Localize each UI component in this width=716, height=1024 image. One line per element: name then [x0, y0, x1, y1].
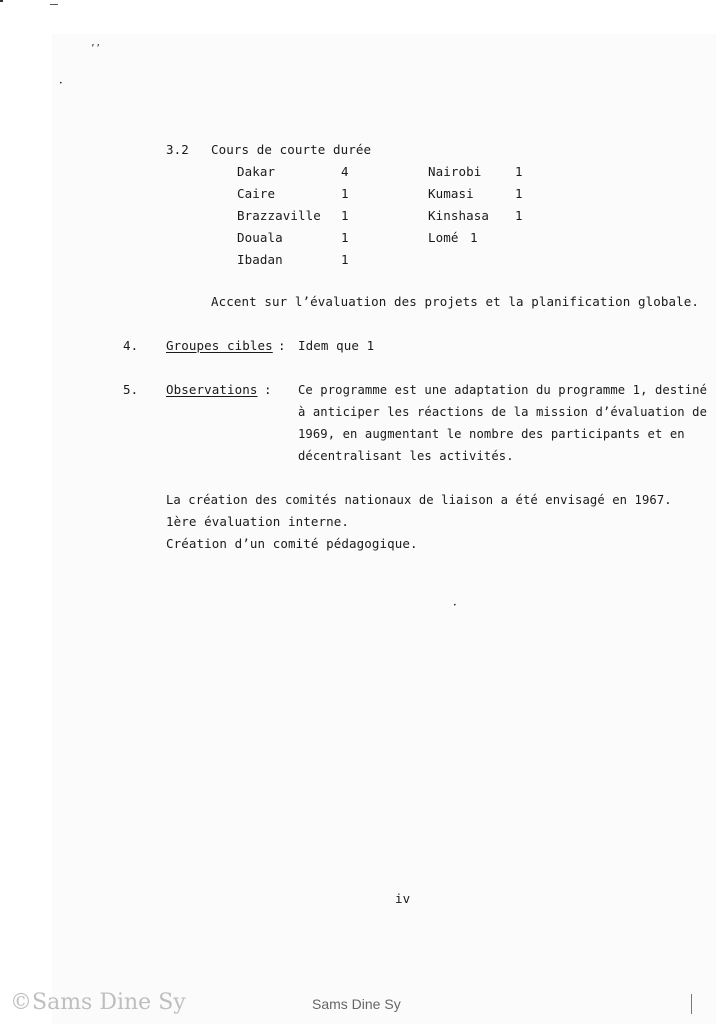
city-name: Ibadan: [237, 252, 283, 267]
observation-line: à anticiper les réactions de la mission d’évaluation de: [298, 405, 708, 419]
city-count: 1: [341, 230, 349, 245]
city-count: 1: [515, 164, 523, 179]
stray-dot: •: [59, 80, 63, 87]
section-number: 5.: [123, 382, 139, 397]
section-label: Groupes cibles: [166, 338, 273, 353]
city-count: 1: [341, 252, 349, 267]
city-count: 1: [515, 208, 523, 223]
page-number: iv: [395, 891, 411, 906]
city-name: Douala: [237, 230, 283, 245]
section-number: 3.2: [166, 142, 189, 157]
city-name: Kinshasa: [428, 208, 490, 223]
observation-line: décentralisant les activités.: [298, 449, 514, 463]
note-line: 1ère évaluation interne.: [166, 514, 350, 529]
observation-line: 1969, en augmentant le nombre des participants et en: [298, 427, 685, 441]
label-separator: :: [278, 338, 286, 353]
watermark-center: Sams Dine Sy: [312, 996, 401, 1012]
city-name: Lomé: [428, 230, 459, 245]
city-count: 1: [470, 230, 478, 245]
city-name: Nairobi: [428, 164, 482, 179]
stray-mark: ’’: [90, 44, 101, 54]
section-title: Cours de courte durée: [211, 142, 372, 157]
city-name: Kumasi: [428, 186, 474, 201]
document-page: [52, 34, 716, 1024]
city-count: 1: [341, 186, 349, 201]
note-line: La création des comités nationaux de liaison a été envisagé en 1967.: [166, 493, 672, 507]
city-count: 4: [341, 164, 349, 179]
city-name: Brazzaville: [237, 208, 321, 223]
city-name: Dakar: [237, 164, 276, 179]
scan-dash: [50, 4, 58, 5]
observation-line: Ce programme est une adaptation du programme 1, destiné: [298, 383, 708, 397]
city-name: Caire: [237, 186, 276, 201]
stray-dot: •: [453, 602, 457, 609]
note-line: Création d’un comité pédagogique.: [166, 536, 418, 551]
city-count: 1: [515, 186, 523, 201]
scan-mark: [0, 0, 3, 2]
scan-edge: [691, 994, 692, 1014]
watermark-left: ©Sams Dine Sy: [10, 990, 186, 1015]
section-number: 4.: [123, 338, 139, 353]
city-count: 1: [341, 208, 349, 223]
section-text: Idem que 1: [298, 338, 375, 353]
label-separator: :: [264, 382, 272, 397]
section-label: Observations: [166, 382, 258, 397]
accent-text: Accent sur l’évaluation des projets et la planification globale.: [211, 294, 700, 309]
